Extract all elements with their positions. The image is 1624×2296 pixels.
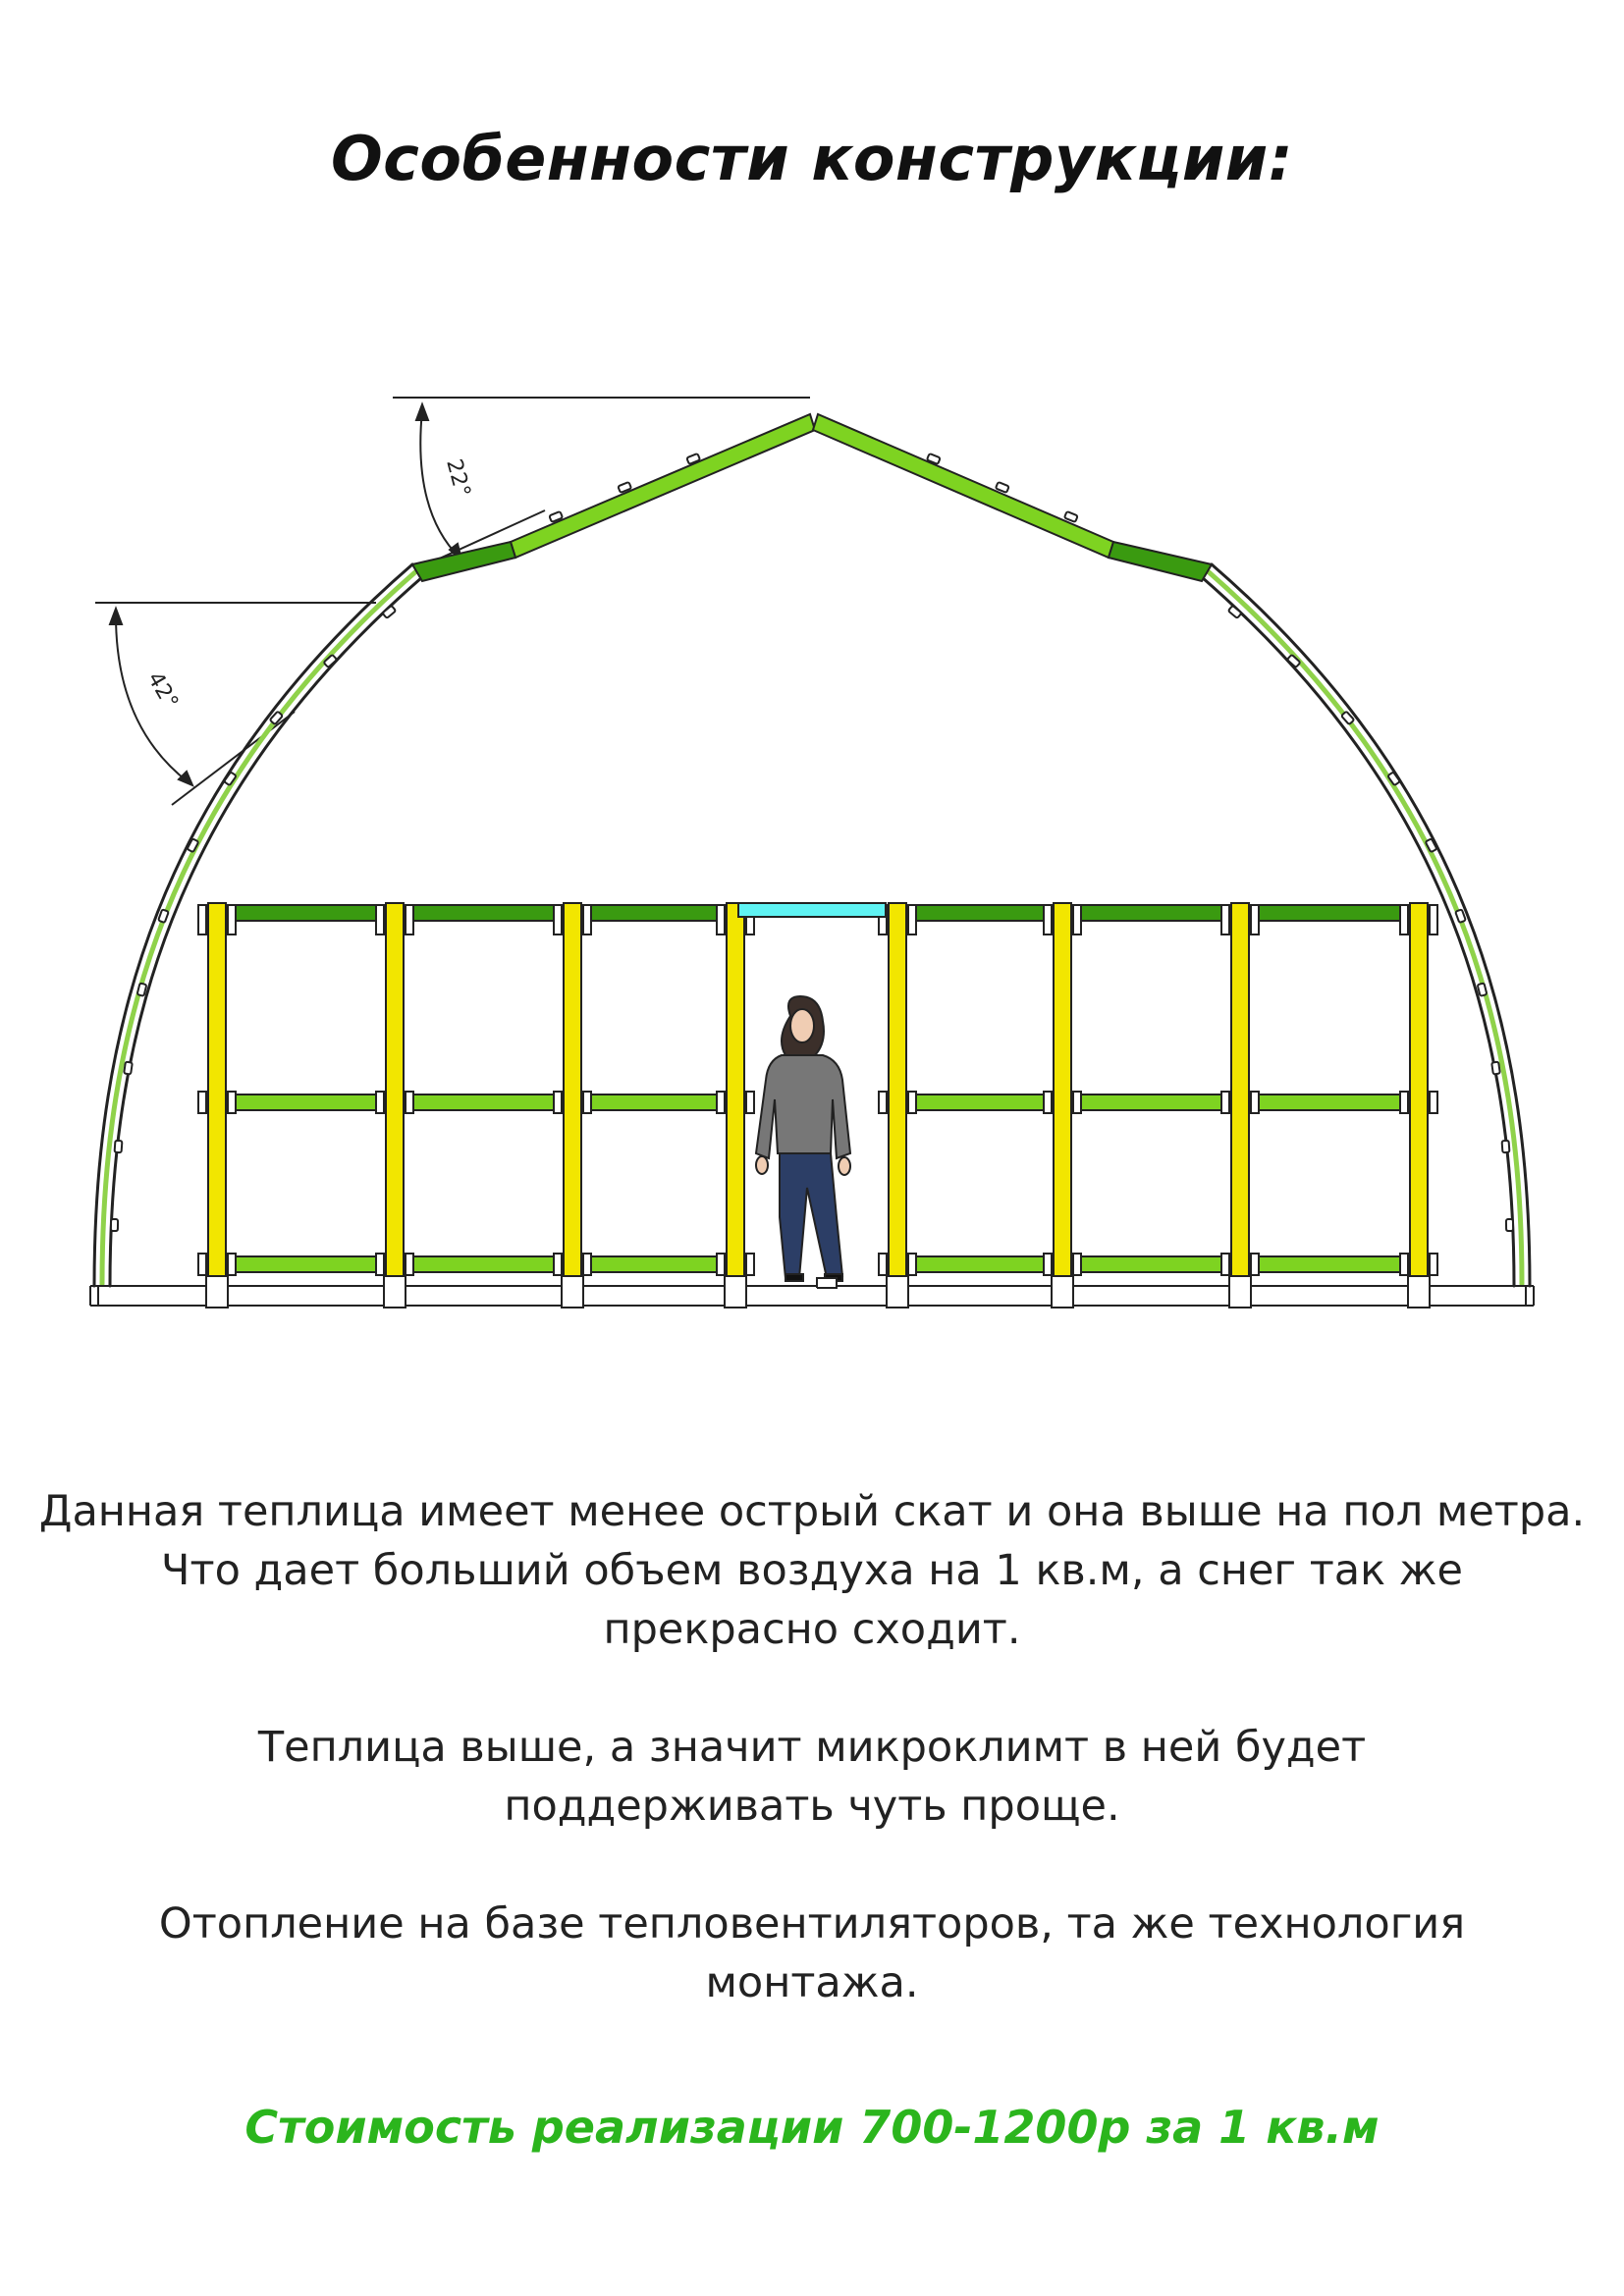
post-bracket [1044,1254,1052,1275]
post-bracket [554,905,562,934]
price-callout: Стоимость реализации 700-1200р за 1 кв.м [244,2101,1380,2154]
shelf-beam [226,1256,386,1272]
post-bracket [1044,1092,1052,1113]
post-bracket [583,1092,591,1113]
post-footing [562,1276,583,1308]
post-footing [725,1276,746,1308]
post-bracket [1430,1092,1437,1113]
post-bracket [1073,905,1081,934]
post-bracket [1221,1254,1229,1275]
shelf-beam [1071,1095,1231,1110]
shelf-beam [1249,1256,1410,1272]
post-bracket [717,905,725,934]
post-footing [887,1276,908,1308]
shelf-beam [1071,1256,1231,1272]
post-bracket [908,905,916,934]
page-title: Особенности конструкции: [330,123,1294,194]
right-upper-rafter [813,414,1113,558]
post-bracket [198,1092,206,1113]
description-paragraph-1: Данная теплица имеет менее острый скат и она выше на пол метра. [38,1487,1586,1536]
shelf-post [1054,903,1071,1276]
shelf-post [564,903,581,1276]
shelf-beam [404,905,564,921]
post-bracket [908,1092,916,1113]
post-bracket [228,1254,236,1275]
post-bracket [717,1092,725,1113]
shelf-beam [226,1095,386,1110]
shelf-post [208,903,226,1276]
post-bracket [1430,905,1437,934]
shelf-post [889,903,906,1276]
post-footing [1408,1276,1430,1308]
post-bracket [1430,1254,1437,1275]
post-bracket [583,905,591,934]
shelf-beam [581,1095,727,1110]
door-threshold [817,1278,837,1288]
post-bracket [228,905,236,934]
post-bracket [406,1092,413,1113]
post-bracket [228,1092,236,1113]
post-bracket [908,1254,916,1275]
post-bracket [1221,905,1229,934]
shelf-post [386,903,404,1276]
post-bracket [1044,905,1052,934]
roof-rafters [412,414,1212,581]
description-paragraph-3: Теплица выше, а значит микроклимт в ней будет поддерживать чуть проще. [257,1723,1367,1831]
post-bracket [746,1254,754,1275]
shelf-beam [906,1256,1054,1272]
right-mid-rafter [1109,542,1212,581]
post-footing [1052,1276,1073,1308]
post-bracket [1400,1092,1408,1113]
shelf-beam [404,1256,564,1272]
shelf-beam [1249,1095,1410,1110]
post-bracket [198,1254,206,1275]
person-figure [756,996,850,1281]
post-bracket [1251,1254,1259,1275]
shelf-beam [404,1095,564,1110]
left-upper-rafter [511,414,815,558]
post-bracket [879,1254,887,1275]
description-block [0,1482,1624,2071]
description-paragraph-2: Что дает больший объем воздуха на 1 кв.м, а снег так же прекрасно сходит. [161,1546,1463,1654]
post-footing [1229,1276,1251,1308]
angle-label-42: 42° [141,667,183,714]
shelf-beam [1249,905,1410,921]
post-bracket [554,1254,562,1275]
door-vent [738,903,886,917]
floor-base [90,1286,1534,1306]
post-bracket [376,1092,384,1113]
post-bracket [376,905,384,934]
post-bracket [879,1092,887,1113]
shelf-beam [581,905,727,921]
post-bracket [1073,1254,1081,1275]
angle-reference-lines [95,398,810,805]
post-bracket [717,1254,725,1275]
shelf-post [1231,903,1249,1276]
post-footing [384,1276,406,1308]
angle-label-22: 22° [441,456,475,501]
post-bracket [583,1254,591,1275]
post-bracket [376,1254,384,1275]
post-bracket [1251,905,1259,934]
post-bracket [746,1092,754,1113]
post-bracket [1251,1092,1259,1113]
post-bracket [1400,1254,1408,1275]
shelf-beam [581,1256,727,1272]
post-bracket [198,905,206,934]
post-bracket [554,1092,562,1113]
shelf-post [1410,903,1428,1276]
shelf-beam [906,905,1054,921]
post-bracket [406,905,413,934]
post-bracket [1221,1092,1229,1113]
post-footing [206,1276,228,1308]
post-bracket [406,1254,413,1275]
shelf-beam [226,905,386,921]
shelf-beam [1071,905,1231,921]
shelf-post [727,903,744,1276]
greenhouse-cross-section-diagram [0,373,1624,1335]
description-paragraph-4: Отопление на базе тепловентиляторов, та же технология монтажа. [158,1899,1466,2007]
shelf-beam [906,1095,1054,1110]
post-bracket [1073,1092,1081,1113]
post-bracket [1400,905,1408,934]
